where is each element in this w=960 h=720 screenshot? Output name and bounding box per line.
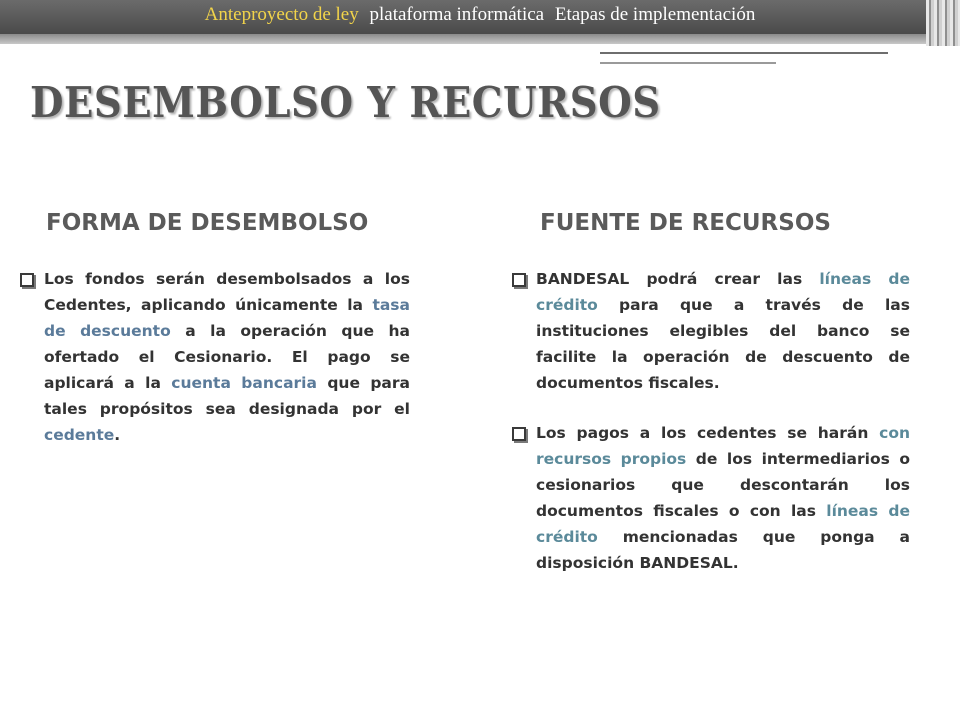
checkbox-bullet-icon [20, 273, 34, 287]
bullet-desembolso: Los fondos serán desembolsados a los Cedentes, aplicando únicamente la tasa de descuento a la operación que ha ofertado el Cesionario. El pago se aplicará a la cuenta bancaria que para tales propósitos sea designada por el cedente. [14, 266, 410, 448]
left-column-heading: FORMA DE DESEMBOLSO [46, 210, 369, 236]
decorative-line [600, 62, 776, 64]
bullet-pagos-cedentes: Los pagos a los cedentes se harán con recursos propios de los intermediarios o cesionarios que descontarán los documentos fiscales o con las líneas de crédito mencionadas que ponga a disposición BANDESAL. [506, 420, 910, 576]
bullet-bandesal-lineas: BANDESAL podrá crear las líneas de crédito para que a través de las instituciones elegibles del banco se facilite la operación de descuento de documentos fiscales. [506, 266, 910, 396]
nav-item-etapas[interactable]: Etapas de implementación [554, 4, 756, 25]
page-title: DESEMBOLSO Y RECURSOS [30, 78, 661, 127]
header-strip [0, 34, 960, 44]
decorative-line [600, 52, 888, 54]
right-column-heading: FUENTE DE RECURSOS [540, 210, 831, 236]
checkbox-bullet-icon [512, 273, 526, 287]
checkbox-bullet-icon [512, 427, 526, 441]
right-column [506, 266, 910, 600]
header-decoration [926, 0, 960, 46]
nav-item-anteproyecto[interactable]: Anteproyecto de ley [204, 4, 359, 25]
header-nav [100, 4, 860, 26]
nav-item-plataforma[interactable]: plataforma informática [369, 4, 545, 25]
left-column [14, 266, 410, 472]
